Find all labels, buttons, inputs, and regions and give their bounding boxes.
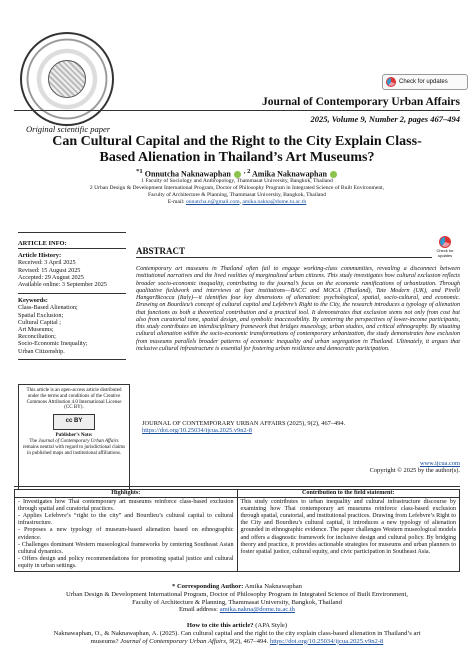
corresponding-author-block [14,583,460,614]
highlight-item: - Applies Lefebvre’s “right to the city” and Bourdieu’s cultural capital to cultural infrastructure. [18,513,234,527]
how-to-cite-block [14,622,460,645]
publisher-note: The Journal of Contemporary Urban Affairs remains neutral with regard to jurisdictional claims in published maps and institutional affiliations. [22,438,126,456]
highlights-cell [15,498,238,572]
keyword: Socio-Economic Inequality; [18,340,88,348]
journal-seal-logo [20,32,114,126]
seal-emblem-icon [48,60,86,98]
corresponding-email-label: Email address: [179,606,219,614]
keywords-rule [18,293,126,294]
header-rule [14,110,460,111]
publisher-note-heading: Publisher’s Note: [55,433,93,439]
keyword: Cultural Capital ; [18,318,61,326]
how-to-cite-line1: Naknawaphan, O., & Naknawaphan, A. (2025). Can cultural capital and the right to the city explain class-based alienation in Thailand’s art [53,629,421,637]
section-rule [14,486,460,487]
article-kind: Original scientific paper [26,124,111,134]
highlight-item: - Investigates how Thai contemporary art museums reinforce class-based exclusion through spatial and curatorial practices. [18,499,234,513]
received-date: Received: 3 April 2025 [18,259,76,267]
open-access-box [18,384,130,490]
copyright-block [370,460,460,475]
how-to-cite-line2b: (2), 467–494. [232,637,269,645]
how-to-cite-line2a: museums? [90,637,119,645]
corresponding-line2: Faculty of Architecture & Planning, Thammasat University, Bangkok, Thailand [132,598,342,606]
crossmark-icon [439,236,451,248]
abstract-rule [136,257,432,258]
how-to-cite-doi-link[interactable]: https://doi.org/10.25034/ijcua.2025.v9n2-8 [269,637,384,645]
keyword: Urban Citizenship. [18,347,65,355]
highlight-item: - Challenges dominant Western museological frameworks by centering Southeast Asian cultural dynamics. [18,541,234,555]
highlight-item: - Proposes a new typology of museum-based alienation based on ethnographic evidence. [18,527,234,541]
keyword: Spatial Exclusion; [18,311,64,319]
affiliation-1: 1 Faculty of Sociology and Anthropology, Thammasat University, Bangkok, Thailand [141,178,333,184]
affiliation-2a: 2 Urban Design & Development International Program, Doctor of Philosophy Program in Integrated Science of Built Environment, [89,185,385,191]
keyword: Class-Based Alienation; [18,304,78,312]
abstract-header [136,246,460,261]
author2-marker: , 2 [243,168,251,175]
journal-reference: JOURNAL OF CONTEMPORARY URBAN AFFAIRS (2025), 9(2), 467–494. [142,420,346,427]
history-heading: Article History: [18,252,62,260]
abstract-text: Contemporary art museums in Thailand often fail to engage working-class communities, revealing a disconnect between institutional narratives and the lived realities of marginalized urban citizens. This study investigates how cultural exclusion reflects broader socio-economic inequality, contributing to the journal’s focus on the economic ramifications of urbanization. Through qualitative fieldwork and interviews at four institutions—BACC and MOCA (Thailand), Tate Modern (UK), and Pirelli HangarBicocca (Italy)—it identifies four key dimensions of alienation: psychological, spatial, socio-cultural, and economic. Drawing on Bourdieu’s concept of cultural capital and Lefebvre’s Right to the City, the research introduces a typology of alienation that functions as both a theoretical contribution and a practical tool. It demonstrates that exclusion stems not only from cost but also from curatorial tone, spatial design, and symbolic inaccessibility. By centering the perspectives of lower-income participants, this study contributes an interdisciplinary framework that bridges museology, urban studies, and critical ethnography. By situating cultural alienation within the socio-economic transformations of contemporary urbanization, the study demonstrates how exclusion from museums parallels broader patterns of economic inequality and urban segregation in Thailand. Ultimately, it argues that inclusive cultural infrastructure is essential for fostering urban resilience and democratic participation. [136,266,460,352]
paper-title-line1: Can Cultural Capital and the Right to the City Explain Class- [52,134,422,149]
how-to-cite-style: (APA Style) [255,622,288,629]
affiliation-2b: Faculty of Architecture & Planning, Thammasat University, Bangkok, Thailand [148,192,326,198]
how-to-cite-heading: How to cite this article? [186,622,254,629]
keyword: Reconciliation; [18,333,56,341]
abstract-heading: ABSTRACT [136,246,186,256]
issue-line: 2025, Volume 9, Number 2, pages 467–494 [310,114,460,124]
publisher-note-text: remains neutral with regard to jurisdictional claims in published maps and institutional affiliations. [22,444,126,456]
available-date: Available online: 3 September 2025 [18,281,107,289]
highlights-table [14,489,460,572]
email-label: E-mail [167,199,183,205]
copyright-text: Copyright © 2025 by the author(s). [369,467,460,475]
contribution-cell: This study contributes to urban inequality and cultural infrastructure discourse by examining how Thai contemporary art museums reinforce class-based exclusion through spatial, curatorial, and institutional practices. Drawing from Lefebvre’s Right to the City and Bourdieu’s cultural capital, it introduces a new typology of alienation grounded in ethnographic evidence. The paper challenges Western museological models and offers a diagnostic framework for inclusive design and cultural policy. By bridging theory and practice, it provides actionable strategies for museums and urban planners to foster spatial justice, cultural equity, and civic participation in Southeast Asia. [237,498,460,572]
keyword: Art Museums; [18,326,54,334]
revised-date: Revised: 15 August 2025 [18,266,81,274]
journal-site-link[interactable]: www.ijcua.com [419,460,460,467]
check-for-updates-small-button[interactable] [432,236,458,258]
author1-marker: *1 [136,168,143,175]
highlight-item: - Offers design and policy recommendations for promoting spatial justice and cultural equity in urban settings. [18,555,234,569]
accepted-date: Accepted: 29 August 2025 [18,273,84,281]
article-info-panel [18,240,126,363]
email-link-1[interactable]: onnutcha.n@gmail.com [185,199,240,205]
affiliation-emails: E-mail: onnutcha.n@gmail.com, amika.nakna@dome.tu.ac.th [167,199,307,205]
article-info-top-rule [18,232,126,233]
open-access-text: This article is an open-access article distributed under the terms and conditions of the Creative Commons Attribution 4.0 International License (CC BY). [26,388,122,411]
highlights-heading: Highlights: [15,490,238,498]
check-for-updates-small-label: Check for updates [436,248,454,258]
email-link-2[interactable]: amika.nakna@dome.tu.ac.th [242,199,307,205]
keywords-heading: Keywords: [18,297,48,305]
corresponding-line1: Urban Design & Development International Program, Doctor of Philosophy Program in Integrated Science of Built Environment, [66,590,408,598]
author1-name: Onnutcha Naknawaphan [144,169,231,179]
author2-name: Amika Naknawaphan [252,169,327,179]
check-for-updates-button[interactable] [382,74,468,90]
cc-by-license-icon[interactable] [53,414,95,430]
contribution-heading: Contribution to the field statement: [237,490,460,498]
check-for-updates-label: Check for updates [399,79,448,85]
citation-block [142,420,460,435]
paper-title [14,134,460,166]
publisher-note-journal: Journal of Contemporary Urban Affairs [38,438,119,444]
corresponding-heading: * Corresponding Author: [172,583,244,590]
corresponding-name: Amika Naknawaphan [244,583,302,590]
journal-title: Journal of Contemporary Urban Affairs [261,96,460,108]
cc-by-badge-label: cc BY [65,418,83,425]
paper-title-line2: Based Alienation in Thailand’s Art Museums? [99,150,375,165]
article-info-rule [18,248,126,249]
doi-link[interactable]: https://doi.org/10.25034/ijcua.2025.v9n2-8 [142,427,252,435]
article-info-heading: ARTICLE INFO: [18,240,67,247]
how-to-cite-journal: Journal of Contemporary Urban Affairs, 9 [120,637,233,645]
keywords-bottom-rule [18,359,126,360]
crossmark-icon [386,77,396,87]
corresponding-email-link[interactable]: amika.nakna@dome.tu.ac.th [219,606,295,614]
